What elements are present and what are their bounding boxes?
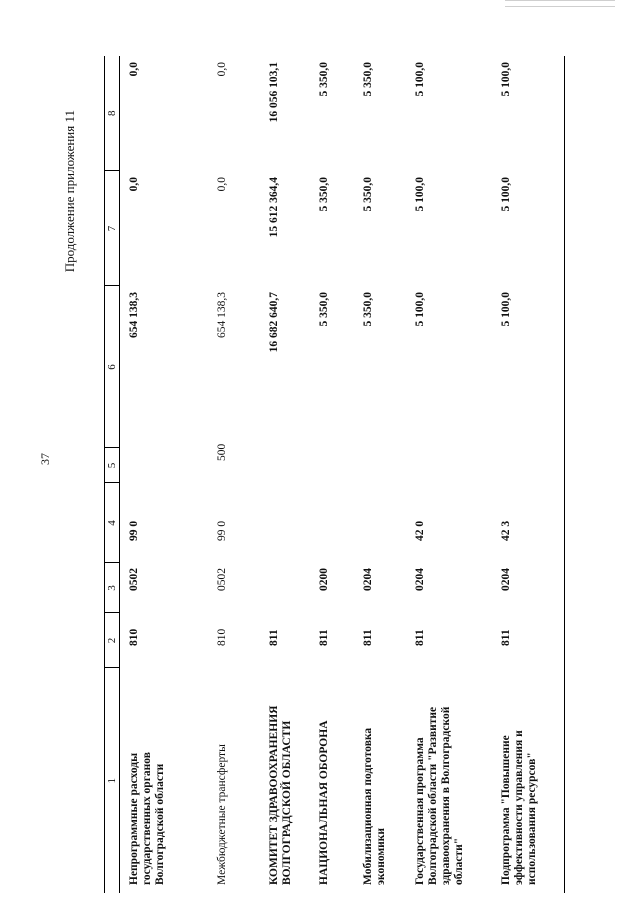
cell-type — [264, 448, 314, 483]
cell-program: 99 0 — [216, 520, 228, 541]
header-row — [105, 56, 120, 893]
cell-section: 0200 — [318, 568, 330, 591]
table-row — [314, 56, 358, 893]
cell-amount: 16 056 103,1 — [268, 62, 280, 123]
column-header-5: 5 — [105, 448, 120, 483]
cell-amount: 5 350,0 — [362, 292, 374, 327]
cell-type — [410, 448, 496, 483]
cell-section: 0204 — [362, 568, 374, 591]
row-name: КОМИТЕТ ЗДРАВООХРАНЕНИЯ ВОЛГОГРАДСКОЙ ОБЛАСТИ — [268, 705, 293, 885]
cell-section: 0204 — [414, 568, 426, 591]
row-name: Межбюджетные трансферты — [216, 744, 228, 885]
table-row — [410, 56, 496, 893]
row-name: Непрограммные расходы государственных органов Волгоградской области — [128, 752, 166, 885]
column-header-7: 7 — [105, 171, 120, 286]
cell-code: 811 — [500, 629, 512, 646]
cell-amount: 0,0 — [128, 62, 140, 77]
cell-amount: 5 100,0 — [500, 177, 512, 212]
cell-amount: 5 350,0 — [318, 177, 330, 212]
table-row — [212, 56, 264, 893]
cell-type — [358, 448, 410, 483]
cell-type — [314, 448, 358, 483]
cell-code: 810 — [128, 628, 140, 646]
column-header-6: 6 — [105, 286, 120, 448]
cell-amount: 5 350,0 — [318, 62, 330, 97]
cell-program — [314, 483, 358, 563]
cell-amount: 5 100,0 — [500, 62, 512, 97]
cell-program — [358, 483, 410, 563]
continuation-label: Продолжение приложения 11 — [62, 110, 77, 273]
cell-amount: 654 138,3 — [128, 292, 140, 338]
table-row — [264, 56, 314, 893]
cell-amount: 15 612 364,4 — [268, 177, 280, 238]
cell-section: 0502 — [216, 568, 228, 591]
budget-table — [104, 56, 565, 893]
cell-type — [120, 448, 213, 483]
cell-amount: 16 682 640,7 — [268, 292, 280, 353]
cell-type — [496, 448, 565, 483]
row-name: Подпрограмма "Повышение эффективности управления и использования ресурсов" — [500, 730, 538, 885]
column-header-2: 2 — [105, 613, 120, 668]
column-header-4: 4 — [105, 483, 120, 563]
cell-amount: 5 350,0 — [362, 177, 374, 212]
column-header-8: 8 — [105, 56, 120, 171]
cell-amount: 0,0 — [216, 62, 228, 77]
row-name: Государственная программа Волгоградской области "Развитие здравоохранения в Волгоградской области" — [414, 706, 465, 885]
cell-section: 0204 — [500, 568, 512, 591]
table-row — [496, 56, 565, 893]
cell-code: 811 — [268, 629, 280, 646]
cell-type: 500 — [216, 443, 228, 461]
column-header-1: 1 — [105, 668, 120, 893]
cell-program: 42 3 — [500, 520, 512, 541]
page-number: 37 — [38, 453, 52, 465]
cell-amount: 5 100,0 — [414, 177, 426, 212]
cell-program — [264, 483, 314, 563]
cell-amount: 5 350,0 — [318, 292, 330, 327]
cell-amount: 0,0 — [216, 177, 228, 192]
cell-amount: 5 350,0 — [362, 62, 374, 97]
row-name: Мобилизационная подготовка экономики — [362, 727, 387, 885]
cell-amount: 5 100,0 — [414, 62, 426, 97]
cell-code: 811 — [362, 629, 374, 646]
cell-amount: 5 100,0 — [500, 292, 512, 327]
table-row — [358, 56, 410, 893]
cell-program: 99 0 — [128, 520, 140, 541]
cell-code: 811 — [318, 629, 330, 646]
column-header-3: 3 — [105, 563, 120, 613]
cell-amount: 0,0 — [128, 177, 140, 192]
table-row — [120, 56, 213, 893]
cell-section: 0502 — [128, 568, 140, 591]
row-name: НАЦИОНАЛЬНАЯ ОБОРОНА — [318, 720, 330, 885]
cell-program: 42 0 — [414, 520, 426, 541]
cell-code: 811 — [414, 629, 426, 646]
cell-amount: 5 100,0 — [414, 292, 426, 327]
cell-amount: 654 138,3 — [216, 292, 228, 338]
cell-section — [264, 563, 314, 613]
cell-code: 810 — [216, 628, 228, 646]
